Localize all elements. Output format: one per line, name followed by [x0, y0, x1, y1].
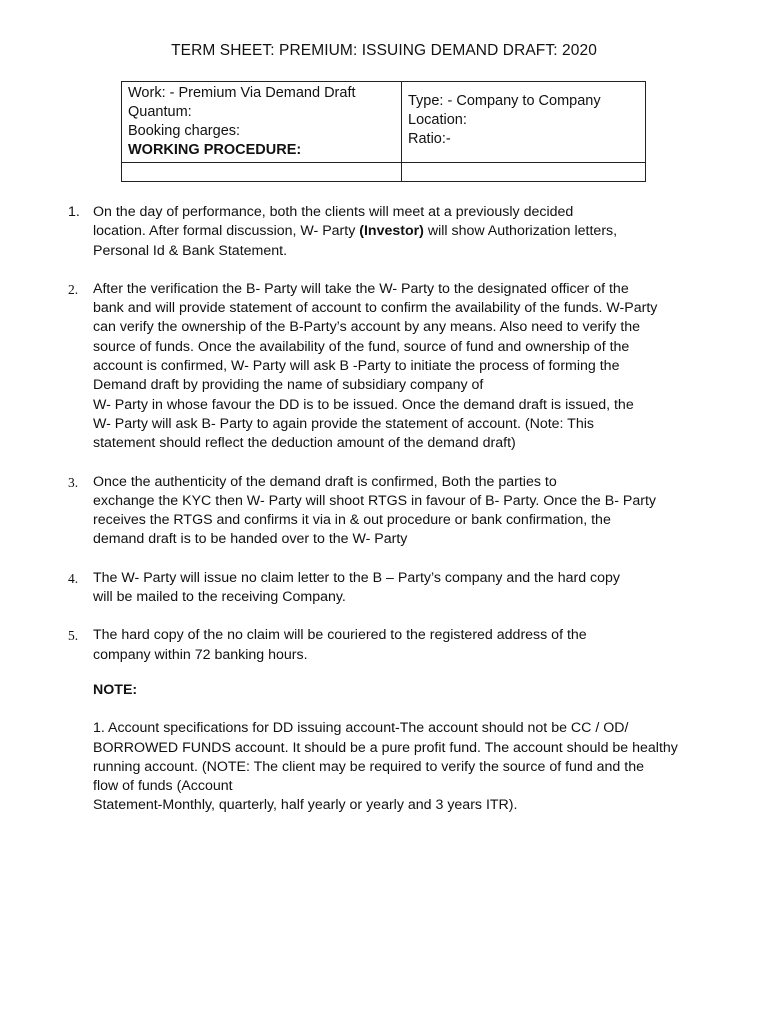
step-text — [93, 280, 728, 454]
step-line: will be mailed to the receiving Company. — [93, 589, 346, 606]
step-text — [93, 473, 728, 550]
note-heading: NOTE: — [93, 682, 138, 698]
investor-emphasis: (Investor) — [359, 223, 424, 240]
step-line: company within 72 banking hours. — [93, 646, 308, 663]
step-line: exchange the KYC then W- Party will shoot RTGS in favour of B- Party. Once the B- Party — [93, 492, 657, 509]
note-line: flow of funds (Account — [93, 778, 233, 795]
note-line: running account. (NOTE: The client may be required to verify the source of fund and the — [93, 758, 644, 775]
working-procedure-label: WORKING PROCEDURE: — [128, 142, 302, 158]
term-sheet-left-cell — [122, 82, 402, 163]
step-line: The W- Party will issue no claim letter to the B – Party’s company and the hard copy — [93, 569, 621, 586]
step-line: Once the authenticity of the demand draft is confirmed, Both the parties to — [93, 473, 557, 490]
booking-charges-label: Booking charges: — [128, 123, 241, 139]
step-line: will show Authorization letters, — [423, 223, 618, 240]
step-line: account is confirmed, W- Party will ask B -Party to initiate the process of forming the — [93, 358, 620, 375]
step-line: location. After formal discussion, W- Party — [93, 223, 360, 240]
step-line: demand draft is to be handed over to the W- Party — [93, 531, 408, 548]
term-sheet-table — [121, 81, 646, 182]
step-line: W- Party in whose favour the DD is to be issued. Once the demand draft is issued, the — [93, 396, 634, 413]
note-text — [93, 719, 733, 815]
procedure-steps — [68, 203, 728, 684]
location-label: Location: — [408, 112, 467, 128]
step-number: 5. — [68, 628, 79, 644]
step-number: 1. — [68, 204, 80, 220]
step-line: can verify the ownership of the B-Party’s account by any means. Also need to verify the — [93, 319, 641, 336]
work-label: Work: - Premium Via Demand Draft — [128, 85, 356, 101]
step-line: The hard copy of the no claim will be couriered to the registered address of the — [93, 627, 587, 644]
note-line: BORROWED FUNDS account. It should be a pure profit fund. The account should be healthy — [93, 739, 678, 756]
note-section — [93, 681, 733, 816]
term-sheet-right-cell — [402, 82, 646, 163]
step-line: source of funds. Once the availability of the fund, source of fund and ownership of the — [93, 338, 630, 355]
empty-cell-right — [402, 163, 646, 182]
step-number: 3. — [68, 474, 79, 490]
step-line: W- Party will ask B- Party to again provide the statement of account. (Note: This — [93, 415, 594, 432]
step-line: statement should reflect the deduction amount of the demand draft) — [93, 435, 516, 452]
step-3 — [68, 473, 728, 550]
step-line: On the day of performance, both the clients will meet at a previously decided — [93, 204, 574, 220]
step-line: receives the RTGS and confirms it via in & out procedure or bank confirmation, the — [93, 512, 611, 529]
note-line: Statement-Monthly, quarterly, half yearly or yearly and 3 years ITR). — [93, 797, 518, 814]
step-text — [93, 626, 728, 665]
step-number: 4. — [68, 570, 79, 586]
step-2 — [68, 280, 728, 454]
step-text — [93, 569, 728, 608]
quantum-label: Quantum: — [128, 104, 192, 120]
step-5 — [68, 626, 728, 665]
step-1 — [68, 203, 728, 261]
step-line: Demand draft by providing the name of subsidiary company of — [93, 377, 484, 394]
step-text — [93, 203, 728, 261]
step-line: After the verification the B- Party will take the W- Party to the designated officer of the — [93, 280, 629, 297]
ratio-label: Ratio:- — [408, 131, 451, 147]
type-label: Type: - Company to Company — [408, 93, 601, 109]
note-line: 1. Account specifications for DD issuing account-The account should not be CC / OD/ — [93, 720, 629, 737]
document-title: TERM SHEET: PREMIUM: ISSUING DEMAND DRAFT: 2020 — [171, 42, 597, 59]
step-line: Personal Id & Bank Statement. — [93, 242, 288, 259]
step-number: 2. — [68, 281, 79, 297]
empty-cell-left — [122, 163, 402, 182]
step-line: bank and will provide statement of account to confirm the availability of the funds. W-Party — [93, 300, 658, 317]
step-4 — [68, 569, 728, 608]
